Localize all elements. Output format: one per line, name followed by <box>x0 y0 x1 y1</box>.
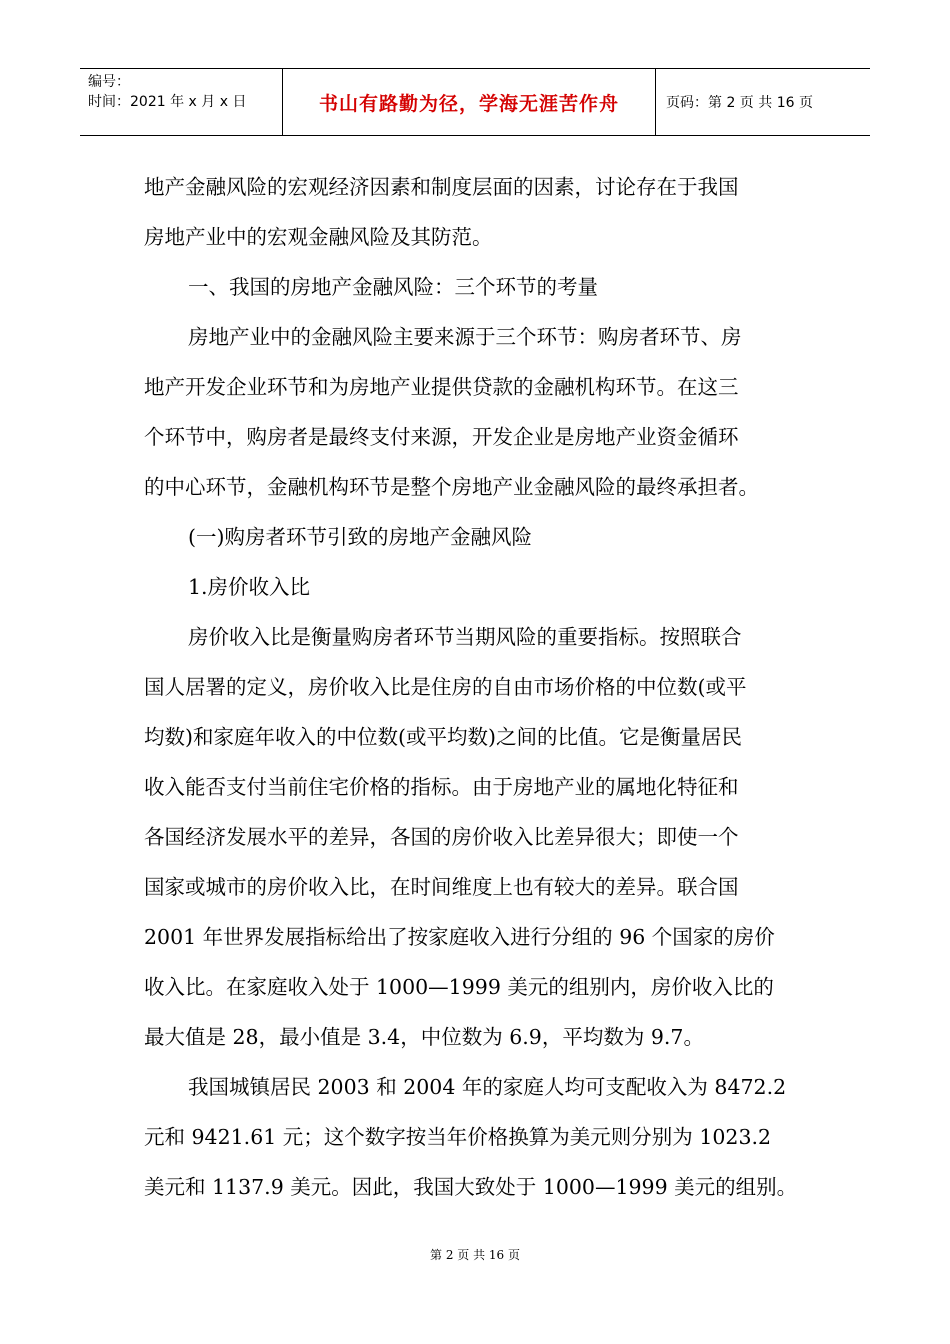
body-line: 国人居署的定义，房价收入比是住房的自由市场价格的中位数(或平 <box>144 675 747 699</box>
body-line: 我国城镇居民 2003 和 2004 年的家庭人均可支配收入为 8472.2 <box>188 1075 787 1099</box>
body-line: 2001 年世界发展指标给出了按家庭收入进行分组的 96 个国家的房价 <box>144 925 775 949</box>
body-line: 均数)和家庭年收入的中位数(或平均数)之间的比值。它是衡量居民 <box>144 725 742 749</box>
section-heading: 一、我国的房地产金融风险：三个环节的考量 <box>188 275 598 299</box>
body-line: 美元和 1137.9 美元。因此，我国大致处于 1000—1999 美元的组别。 <box>144 1175 798 1199</box>
body-line: 的中心环节，金融机构环节是整个房地产业金融风险的最终承担者。 <box>144 475 759 499</box>
body-line: 地产金融风险的宏观经济因素和制度层面的因素，讨论存在于我国 <box>144 175 739 199</box>
body-line: 房价收入比是衡量购房者环节当期风险的重要指标。按照联合 <box>188 625 742 649</box>
subsection-heading: (一)购房者环节引致的房地产金融风险 <box>188 525 532 549</box>
document-body <box>144 162 809 1212</box>
body-line: 个环节中，购房者是最终支付来源，开发企业是房地产业资金循环 <box>144 425 739 449</box>
body-line: 收入能否支付当前住宅价格的指标。由于房地产业的属地化特征和 <box>144 775 739 799</box>
header-page-info: 页码：第 2 页 共 16 页 <box>666 95 813 111</box>
page-footer: 第 2 页 共 16 页 <box>430 1248 520 1262</box>
body-line: 房地产业中的宏观金融风险及其防范。 <box>144 225 493 249</box>
body-line: 各国经济发展水平的差异，各国的房价收入比差异很大；即使一个 <box>144 825 739 849</box>
body-line: 元和 9421.61 元；这个数字按当年价格换算为美元则分别为 1023.2 <box>144 1125 772 1149</box>
body-line: 国家或城市的房价收入比，在时间维度上也有较大的差异。联合国 <box>144 875 739 899</box>
body-line: 地产开发企业环节和为房地产业提供贷款的金融机构环节。在这三 <box>144 375 739 399</box>
body-line: 最大值是 28，最小值是 3.4，中位数为 6.9，平均数为 9.7。 <box>144 1025 704 1049</box>
header-motto: 书山有路勤为径，学海无涯苦作舟 <box>283 69 656 135</box>
header-number-label: 编号： <box>88 74 130 90</box>
body-line: 房地产业中的金融风险主要来源于三个环节：购房者环节、房 <box>188 325 742 349</box>
subsection-heading: 1.房价收入比 <box>188 575 311 599</box>
page-header <box>80 68 870 136</box>
header-meta-cell <box>80 69 283 135</box>
body-line: 收入比。在家庭收入处于 1000—1999 美元的组别内，房价收入比的 <box>144 975 774 999</box>
header-time-label: 时间：2021 年 x 月 x 日 <box>88 94 247 110</box>
